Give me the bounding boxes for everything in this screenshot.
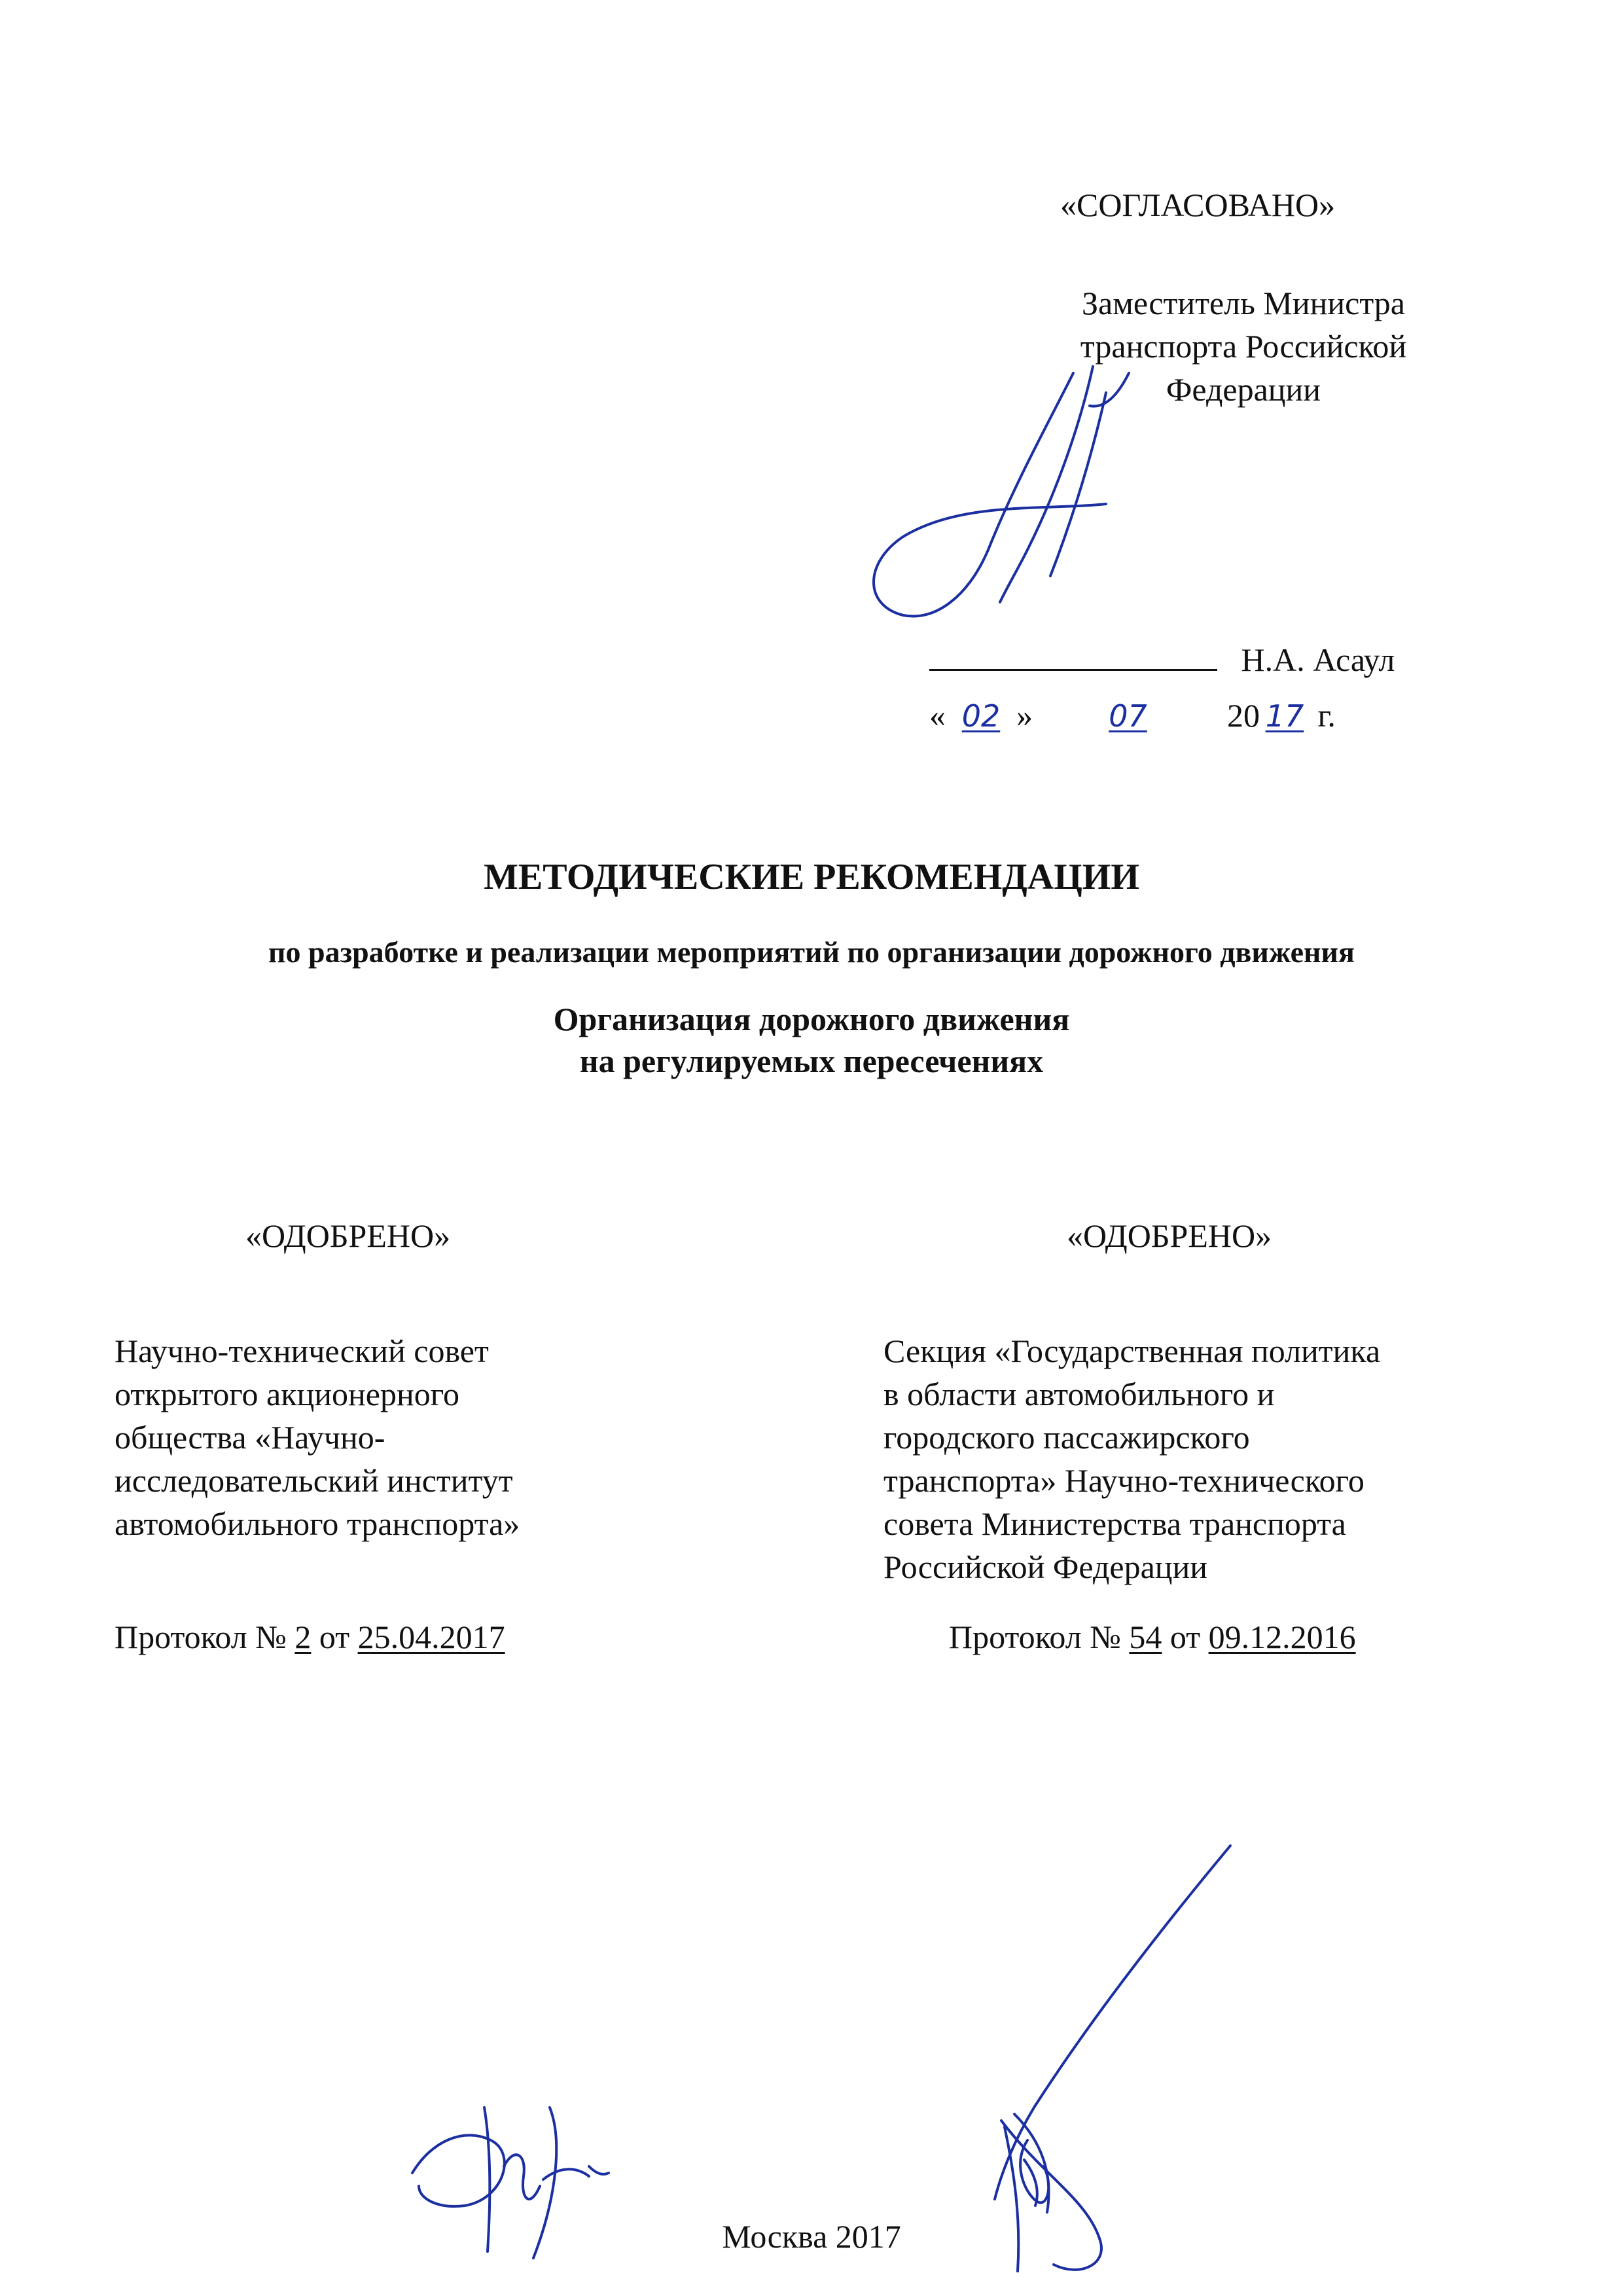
date-year-prefix: 20 [1227, 697, 1260, 734]
position-line: Федерации [1166, 371, 1321, 408]
signature-rule [929, 637, 1217, 671]
protocol-label: Протокол № [949, 1619, 1121, 1655]
left-approval-line: автомобильного транспорта» [115, 1505, 520, 1542]
left-approval-line: общества «Научно- [115, 1419, 385, 1456]
right-approval-line: в области автомобильного и [883, 1376, 1275, 1412]
protocol-from: от [1169, 1619, 1201, 1655]
city-year: Москва 2017 [722, 2218, 901, 2255]
deputy-minister-signature [831, 353, 1158, 641]
document-subtitle: по разработке и реализации мероприятий по организации дорожного движения [268, 935, 1355, 969]
right-approval-line: Секция «Государственная политика [883, 1333, 1381, 1369]
approval-stamp: «СОГЛАСОВАНО» [1060, 187, 1336, 223]
topic-line: Организация дорожного движения [553, 1001, 1070, 1037]
approval-date [929, 694, 1336, 738]
right-approval-line: транспорта» Научно-технического [883, 1462, 1364, 1499]
protocol-date: 09.12.2016 [1208, 1619, 1356, 1655]
left-approval-body [115, 1329, 651, 1545]
date-year-unit: г. [1317, 697, 1336, 734]
right-approval-stamp: «ОДОБРЕНО» [1067, 1217, 1272, 1254]
protocol-label: Протокол № [115, 1619, 287, 1655]
right-approval-body [883, 1329, 1505, 1588]
left-approval-line: исследовательский институт [115, 1462, 513, 1499]
date-year-suffix: 17 [1265, 698, 1304, 734]
protocol-number: 2 [294, 1619, 312, 1655]
right-approval-line: совета Министерства транспорта [883, 1505, 1346, 1542]
right-approval-line: городского пассажирского [883, 1419, 1250, 1456]
document-title: МЕТОДИЧЕСКИЕ РЕКОМЕНДАЦИИ [484, 857, 1139, 897]
left-approval-stamp: «ОДОБРЕНО» [245, 1217, 451, 1254]
document-topic [0, 998, 1623, 1082]
protocol-date: 25.04.2017 [357, 1619, 505, 1655]
signatory-name: Н.А. Асаул [1241, 641, 1395, 678]
date-month: 07 [1109, 698, 1147, 734]
protocol-number: 54 [1129, 1619, 1162, 1655]
left-protocol [115, 1615, 505, 1659]
signature-line [929, 637, 1395, 681]
topic-line: на регулируемых пересечениях [579, 1043, 1044, 1079]
left-approval-block [115, 1214, 651, 1545]
protocol-from: от [319, 1619, 350, 1655]
left-approval-line: Научно-технический совет [115, 1333, 489, 1369]
right-protocol [949, 1615, 1356, 1659]
date-day: 02 [961, 698, 1001, 734]
left-approval-line: открытого акционерного [115, 1376, 460, 1412]
date-close-quote: » [1016, 697, 1033, 734]
right-approval-line: Российской Федерации [883, 1549, 1208, 1585]
right-approval-block [883, 1214, 1505, 1588]
position-line: транспорта Российской [1080, 328, 1407, 365]
date-open-quote: « [929, 697, 946, 734]
position-line: Заместитель Министра [1082, 285, 1405, 321]
right-council-signature [883, 1833, 1250, 2278]
